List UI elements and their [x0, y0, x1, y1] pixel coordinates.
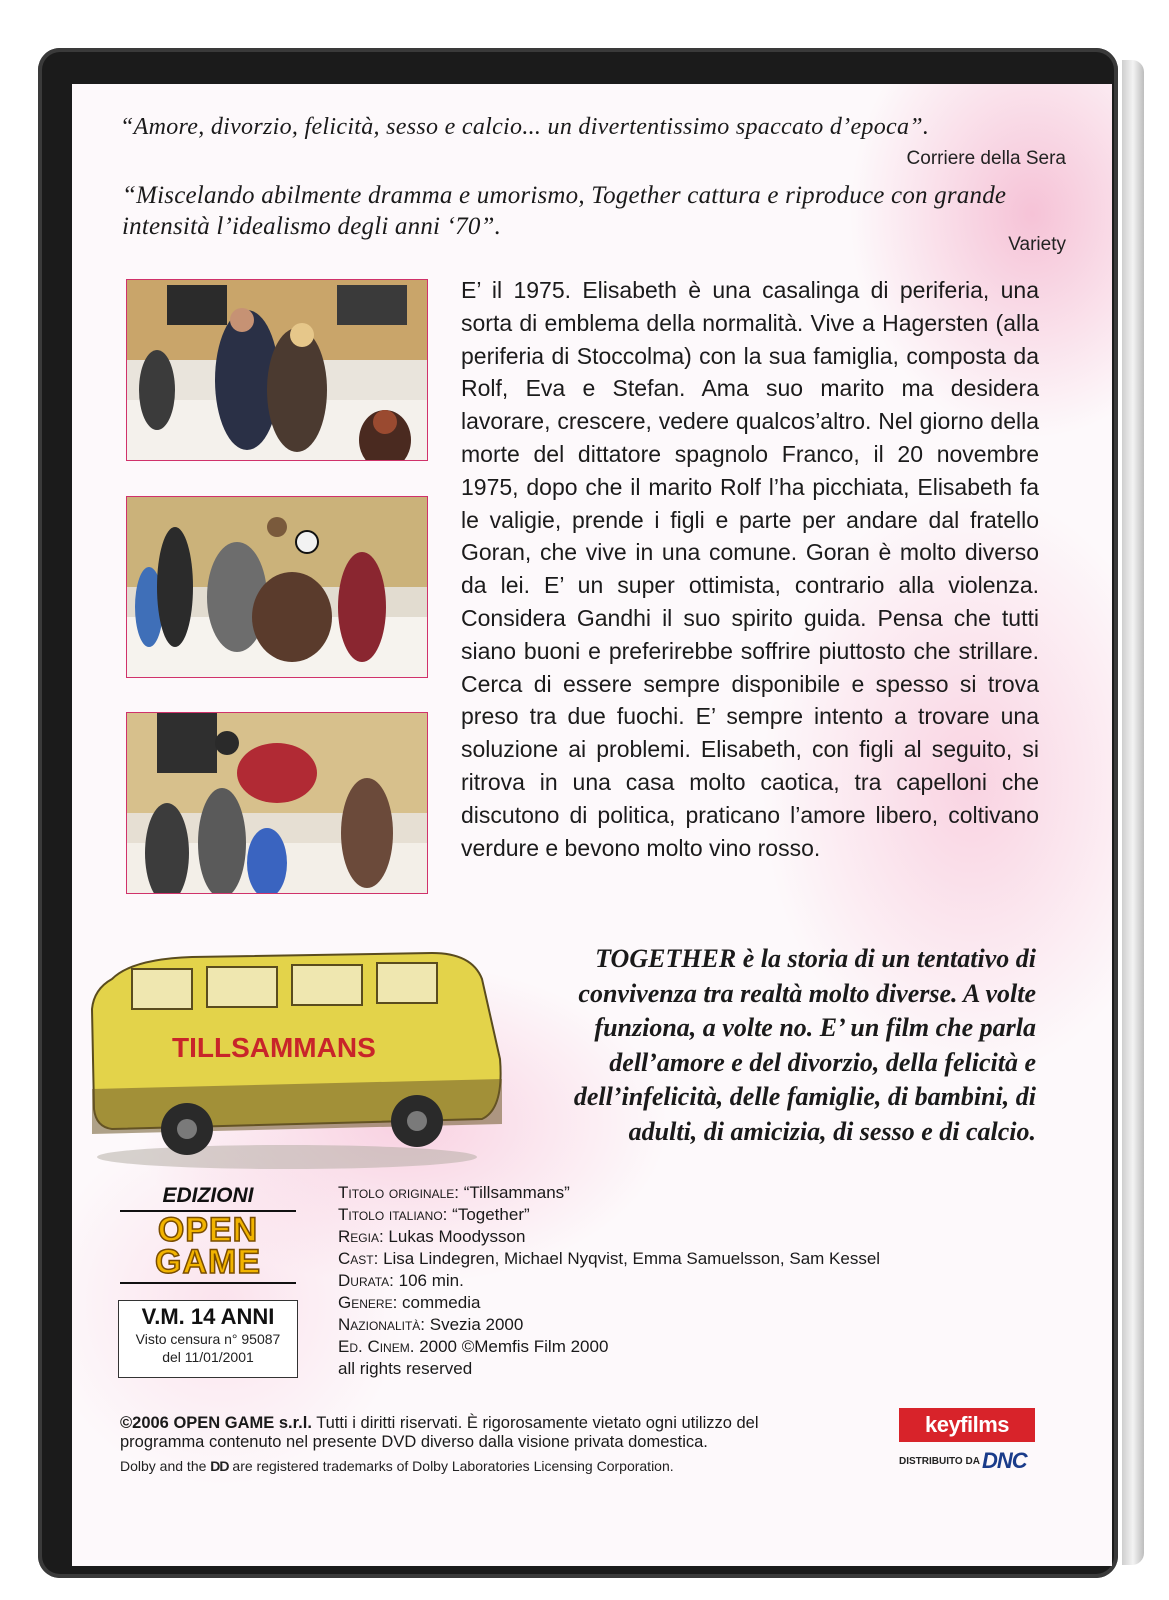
credit-row-director: Regia: Lukas Moodysson — [338, 1227, 526, 1246]
film-still-3 — [126, 712, 428, 894]
credit-row-nationality: Nazionalità: Svezia 2000 — [338, 1315, 524, 1334]
credit-row-duration: Durata: 106 min. — [338, 1271, 464, 1290]
copyright-company: ©2006 OPEN GAME s.r.l. — [120, 1414, 312, 1432]
credit-row-original-title: Titolo originale: “Tillsammans” — [338, 1183, 570, 1202]
van-graffiti-text: TILLSAMMANS — [172, 1032, 376, 1063]
film-credits — [338, 1182, 880, 1380]
publisher-logo — [120, 1211, 296, 1281]
rating-title: V.M. 14 ANNI — [141, 1304, 275, 1329]
rating-box — [118, 1300, 298, 1378]
logo-divider — [120, 1282, 296, 1284]
credit-row-edition: Ed. Cinem. 2000 ©Memfis Film 2000 — [338, 1337, 609, 1356]
credit-row-rights: all rights reserved — [338, 1359, 473, 1378]
film-still-2 — [126, 496, 428, 678]
copyright-text: Tutti i diritti riservati. È rigorosamente vietato ogni utilizzo del programma contenuto nel presente DVD diverso dalla visione privata domestica. — [120, 1414, 759, 1451]
rating-date: del 11/01/2001 — [162, 1349, 254, 1365]
publisher-edizioni: EDIZIONI — [120, 1184, 296, 1212]
dolby-double-d-icon: DD — [210, 1458, 229, 1474]
publisher-logo-line2: GAME — [155, 1243, 261, 1281]
keyfilms-logo: keyfilms — [899, 1408, 1035, 1442]
credit-row-cast: Cast: Lisa Lindegren, Michael Nyqvist, Emma Samuelsson, Sam Kessel — [338, 1249, 881, 1268]
rating-censorship-number: Visto censura n° 95087 — [135, 1331, 281, 1347]
legal-notice — [120, 1414, 820, 1452]
credit-row-italian-title: Titolo italiano: “Together” — [338, 1205, 530, 1224]
publisher-logo-line1: OPEN — [157, 1211, 259, 1249]
dnc-logo: DNC — [982, 1448, 1027, 1473]
tagline: TOGETHER è la storia di un tentativo di convivenza tra realtà molto diverse. A volte funziona, a volte no. E’ un film che parla dell’amore e del divorzio, della felicità e dell’infelicità, delle famiglie, di bambini, di adulti, di amicizia, di sesso e di calcio. — [573, 944, 1036, 1146]
plot-synopsis: E’ il 1975. Elisabeth è una casalinga di periferia, una sorta di emblema della normalità. Vive a Hagersten (alla periferia di Stoccolma) con la sua famiglia, composta da Rolf, Eva e Stefan. Ama suo marito ma desidera lavorare, crescere, vedere qualcos’altro. Nel giorno della morte del dittatore spagnolo Franco, il 20 novembre 1975, dopo che il marito Rolf l’ha picchiata, Elisabeth fa le valigie, prende i figli e parte per andare dal fratello Goran, che vive in una comune. Goran è molto diverso da lei. E’ un super ottimista, contrario alla violenza. Considera Gandhi il suo spirito guida. Pensa che tutti siano buoni e preferirebbe soffrire piuttosto che strillare. Cerca di essere sempre disponibile e spesso si trova preso tra due fuochi. E’ sempre intento a trovare una soluzione ai problemi. Elisabeth, con figli al seguito, si ritrova in una casa molto caotica, tra capelloni che discutono di politica, praticano l’amore libero, coltivano verdure e bevono molto vino rosso. — [461, 277, 1039, 861]
credit-row-genre: Genere: commedia — [338, 1293, 481, 1312]
back-cover-insert — [72, 84, 1112, 1566]
film-still-1 — [126, 279, 428, 461]
press-quote-2: “Miscelando abilmente dramma e umorismo, Together cattura e riproduce con grande intensità l’idealismo degli anni ‘70”. — [122, 182, 1007, 240]
dvd-case-spine — [1122, 60, 1144, 1565]
press-quote-1-source: Corriere della Sera — [906, 148, 1066, 169]
press-quote-1: “Amore, divorzio, felicità, sesso e calcio... un divertentissimo spaccato d’epoca”. — [120, 114, 930, 140]
dolby-notice: Dolby and the DD are registered trademarks of Dolby Laboratories Licensing Corporation. — [120, 1458, 674, 1474]
distributed-by-label: DISTRIBUITO DA — [899, 1456, 980, 1467]
press-quote-2-source: Variety — [1008, 234, 1066, 255]
van-image — [72, 939, 502, 1169]
